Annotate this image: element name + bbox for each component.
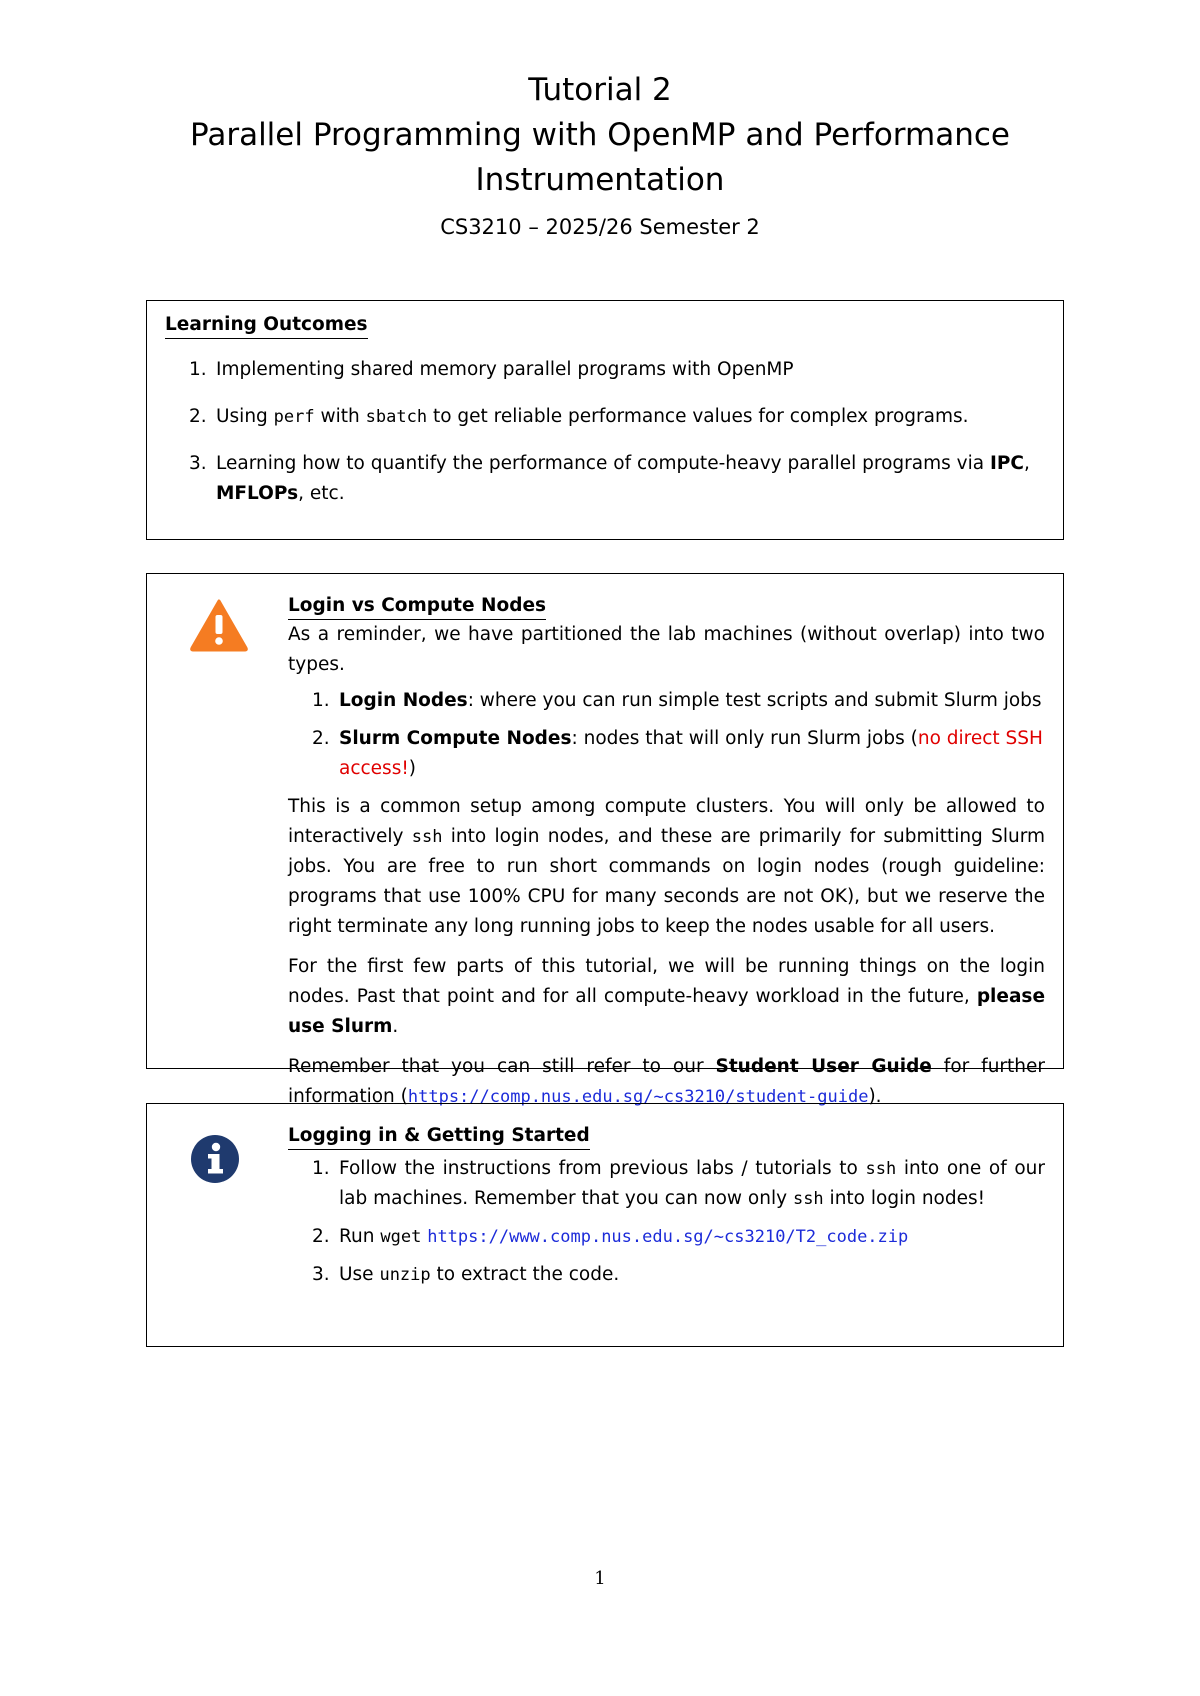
code-ssh: ssh [411,827,443,847]
outcome-1-text: Implementing shared memory parallel programs with OpenMP [216,359,794,380]
please-use-slurm: please use Slurm [288,986,1045,1037]
getting-started-box [146,1103,1064,1347]
compute-nodes-desc: : nodes that will only run Slurm jobs ( [571,728,918,749]
list-item: 2. Using perf with sbatch to get reliable performance values for complex programs. [189,406,969,427]
code-unzip: unzip [379,1265,431,1285]
outcome-2-pre: Using [216,406,274,427]
no-ssh-warning: no direct SSH access! [339,728,1043,779]
login-vs-compute-box [146,573,1064,1107]
list-item: 1. Follow the instructions from previous labs / tutorials to ssh into one of our lab machines. Remember that you can now only ssh into login nodes! [312,1158,1046,1209]
outcome-3-pre: Learning how to quantify the performance of compute-heavy parallel programs via [216,453,990,474]
outcome-2-mid: with [314,406,366,427]
login-box-heading: Login vs Compute Nodes [288,594,546,620]
term-mflops: MFLOPs [216,483,299,504]
term-ipc: IPC [989,453,1024,474]
list-item: 2. Slurm Compute Nodes: nodes that will only run Slurm jobs (no direct SSH access!) [312,728,1043,779]
login-nodes-desc: : where you can run simple test scripts and submit Slurm jobs [467,690,1042,711]
node-types-list [288,686,1045,784]
compute-nodes-close: ) [408,758,416,779]
title-block [0,68,1200,239]
compute-nodes-label: Slurm Compute Nodes [339,728,572,749]
list-item: 1. Implementing shared memory parallel programs with OpenMP [189,359,794,380]
code-ssh: ssh [792,1189,824,1209]
login-box-paragraph-3: Remember that you can still refer to our Student User Guide for further information (https://comp.nus.edu.sg/~cs3210/student-guide). [288,1056,1045,1107]
outcome-3-mid: , [1024,453,1030,474]
code-ssh: ssh [865,1159,897,1179]
document-title-line-3: Instrumentation [475,162,725,198]
login-box-content [288,594,1045,1122]
page-number: 1 [594,1568,606,1589]
code-sbatch: sbatch [365,407,428,427]
learning-outcomes-heading: Learning Outcomes [165,313,368,339]
document-title-line-2: Parallel Programming with OpenMP and Performance [190,117,1010,153]
warning-triangle-icon [190,598,248,656]
code-zip-link[interactable]: https://www.comp.nus.edu.sg/~cs3210/T2_code.zip [427,1227,909,1247]
info-circle-icon [190,1134,248,1192]
getting-started-heading: Logging in & Getting Started [288,1124,590,1150]
student-user-guide: Student User Guide [715,1056,932,1077]
login-nodes-label: Login Nodes [339,690,468,711]
login-box-intro: As a reminder, we have partitioned the lab machines (without overlap) into two types. [288,624,1045,675]
learning-outcomes-box [146,300,1064,540]
getting-started-content [288,1124,1045,1298]
list-item: 2. Run wget https://www.comp.nus.edu.sg/~cs3210/T2_code.zip [312,1226,909,1247]
list-item: 3. Learning how to quantify the performance of compute-heavy parallel programs via IPC, MFLOPs, etc. [189,453,1030,504]
login-box-paragraph-2: For the first few parts of this tutorial, we will be running things on the login nodes. Past that point and for all compute-heavy workload in the future, please use Slurm. [288,956,1045,1037]
code-wget: wget [380,1227,422,1247]
document-title-line-1: Tutorial 2 [528,72,672,108]
list-item: 3. Use unzip to extract the code. [312,1264,620,1285]
login-box-paragraph-1: This is a common setup among compute clusters. You will only be allowed to interactively ssh into login nodes, and these are primarily for submitting Slurm jobs. You are free to run short commands on login nodes (rough guideline: programs that use 100% CPU for many seconds are not OK), but we reserve the right terminate any long running jobs to keep the nodes usable for all users. [288,796,1045,937]
student-guide-link[interactable]: https://comp.nus.edu.sg/~cs3210/student-guide [407,1087,869,1107]
outcome-3-post: , etc. [298,483,345,504]
code-perf: perf [273,407,315,427]
list-item: 1. Login Nodes: where you can run simple test scripts and submit Slurm jobs [312,690,1042,711]
getting-started-list [288,1154,1045,1290]
learning-outcomes-list [165,355,1045,509]
outcome-2-post: to get reliable performance values for complex programs. [427,406,969,427]
course-subtitle: CS3210 – 2025/26 Semester 2 [440,215,760,239]
